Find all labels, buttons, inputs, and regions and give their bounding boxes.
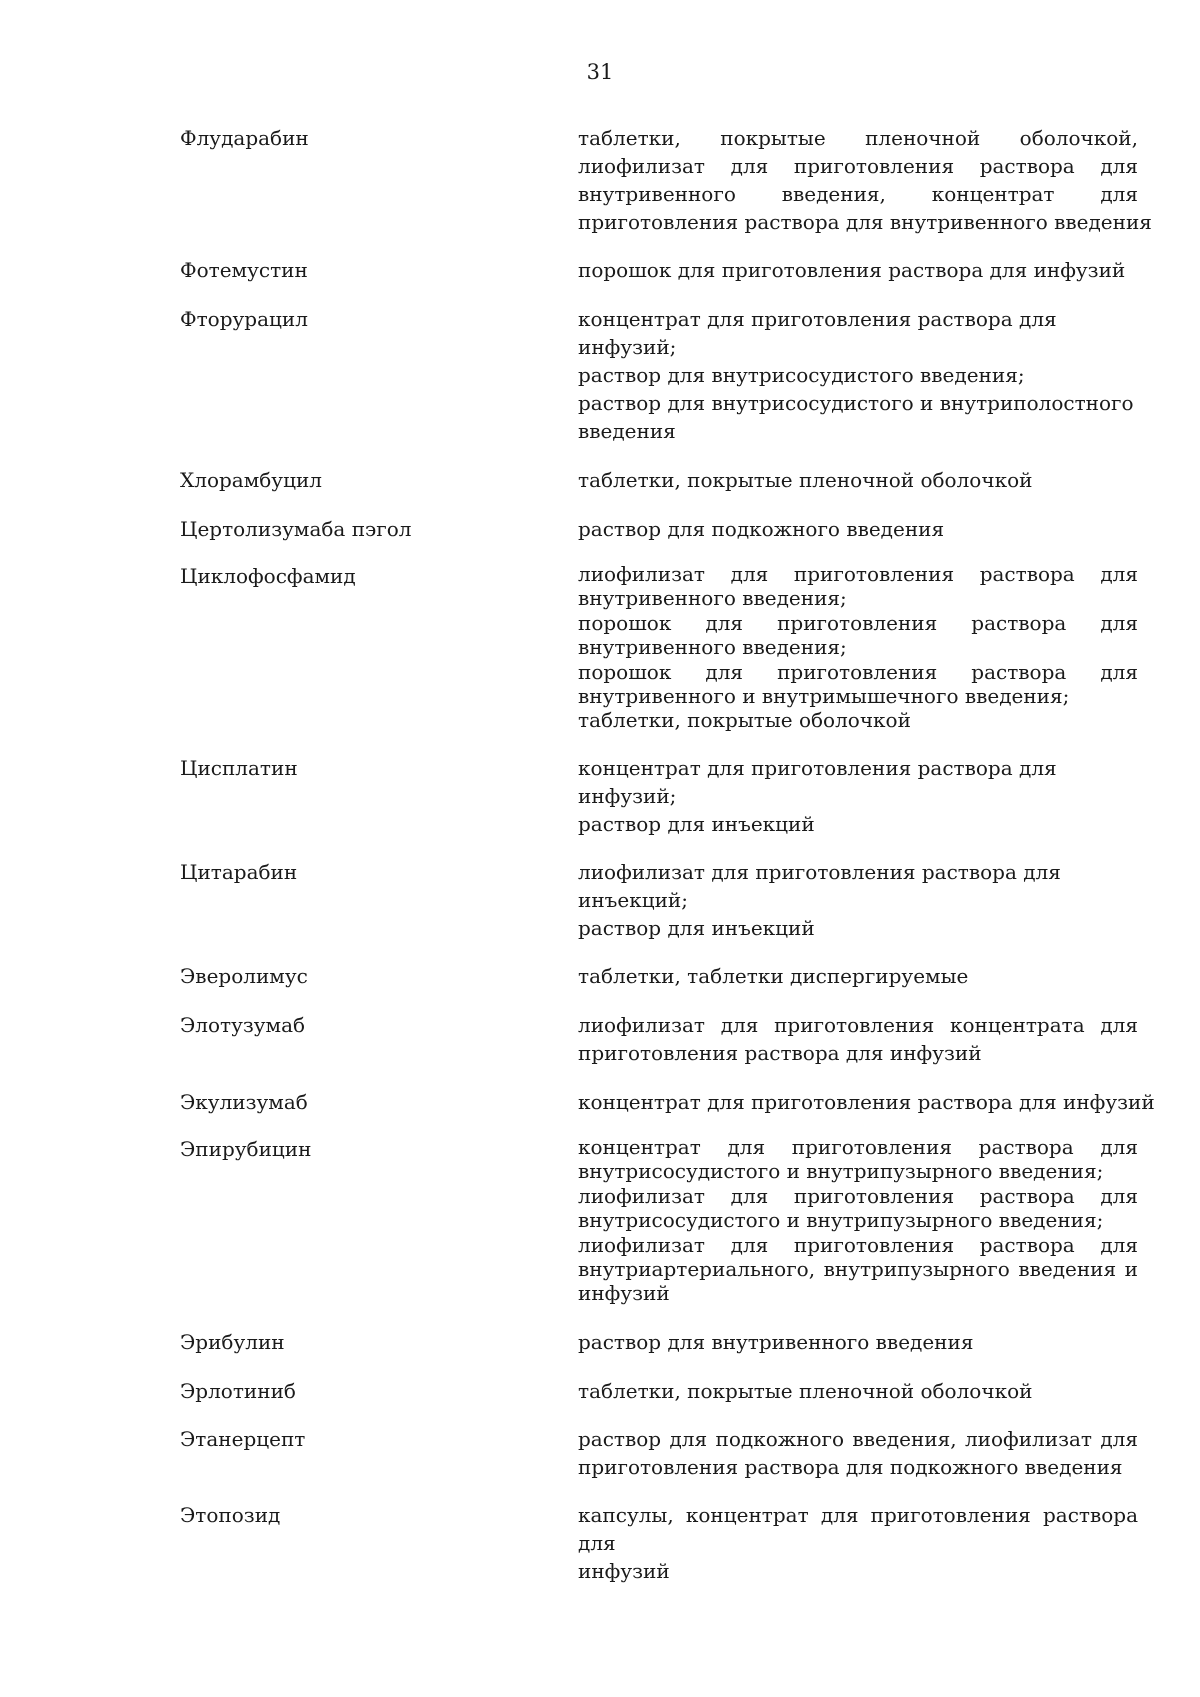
dosage-form-line: концентрат для приготовления раствора для xyxy=(578,1135,1138,1159)
drug-name: Эверолимус xyxy=(180,964,308,988)
dosage-form-line: внутрисосудистого и внутрипузырного введения; xyxy=(578,1159,1104,1184)
dosage-form-line: раствор для внутрисосудистого введения; xyxy=(578,363,1025,387)
dosage-form-line: инфузий xyxy=(578,1559,670,1583)
dosage-forms xyxy=(578,562,1138,733)
dosage-form-line: таблетки, покрытые пленочной оболочкой, xyxy=(578,126,1138,150)
dosage-form-line: раствор для инъекций xyxy=(578,812,815,836)
dosage-form-line: концентрат для приготовления раствора для инфузий xyxy=(578,1090,1155,1114)
dosage-forms xyxy=(578,858,1138,942)
dosage-form-line: лиофилизат для приготовления раствора для xyxy=(578,860,1061,884)
dosage-form-line: лиофилизат для приготовления раствора для xyxy=(578,1183,1138,1208)
dosage-form-line: инфузий xyxy=(578,1281,670,1306)
dosage-form-line: введения xyxy=(578,419,676,443)
drug-name: Этопозид xyxy=(180,1503,281,1527)
dosage-form-line: порошок для приготовления раствора для xyxy=(578,610,1138,635)
drug-name: Эрибулин xyxy=(180,1330,285,1354)
dosage-form-line: приготовления раствора для инфузий xyxy=(578,1041,982,1065)
dosage-form-line: таблетки, таблетки диспергируемые xyxy=(578,964,969,988)
dosage-forms xyxy=(578,754,1138,838)
dosage-form-line: инъекций; xyxy=(578,888,688,912)
drug-name: Цитарабин xyxy=(180,860,298,884)
drug-name: Хлорамбуцил xyxy=(180,468,322,492)
dosage-forms xyxy=(578,256,1138,284)
dosage-form-line: внутриартериального, внутрипузырного введения и xyxy=(578,1257,1138,1282)
dosage-form-line: раствор для внутривенного введения xyxy=(578,1330,974,1354)
drug-name: Флударабин xyxy=(180,126,309,150)
dosage-forms xyxy=(578,1501,1138,1585)
dosage-forms xyxy=(578,305,1138,445)
drug-name: Элотузумаб xyxy=(180,1013,306,1037)
dosage-form-line: концентрат для приготовления раствора для xyxy=(578,756,1057,780)
dosage-forms xyxy=(578,1088,1155,1116)
drug-name: Цисплатин xyxy=(180,756,298,780)
dosage-form-line: лиофилизат для приготовления раствора для xyxy=(578,562,1138,586)
dosage-form-line: таблетки, покрытые пленочной оболочкой xyxy=(578,1379,1033,1403)
dosage-form-line: таблетки, покрытые пленочной оболочкой xyxy=(578,468,1033,492)
dosage-form-line: лиофилизат для приготовления концентрата для xyxy=(578,1013,1138,1037)
dosage-form-line: раствор для подкожного введения, лиофилизат для xyxy=(578,1427,1138,1451)
dosage-forms xyxy=(578,1328,1138,1356)
dosage-forms xyxy=(578,1135,1138,1306)
dosage-form-line: внутривенного и внутримышечного введения; xyxy=(578,684,1070,709)
dosage-form-line: внутривенного введения, концентрат для xyxy=(578,182,1138,206)
drug-name: Эрлотиниб xyxy=(180,1379,296,1403)
dosage-form-line: внутривенного введения; xyxy=(578,635,847,660)
dosage-forms xyxy=(578,1425,1138,1481)
dosage-forms xyxy=(578,1377,1138,1405)
dosage-form-line: приготовления раствора для подкожного введения xyxy=(578,1455,1123,1479)
dosage-form-line: капсулы, концентрат для приготовления раствора для xyxy=(578,1503,1138,1555)
dosage-form-line: приготовления раствора для внутривенного введения xyxy=(578,210,1152,234)
dosage-form-line: инфузий; xyxy=(578,784,677,808)
dosage-forms xyxy=(578,962,1138,990)
drug-name: Экулизумаб xyxy=(180,1090,308,1114)
dosage-forms xyxy=(578,466,1138,494)
dosage-form-line: порошок для приготовления раствора для инфузий xyxy=(578,258,1126,282)
dosage-form-line: раствор для подкожного введения xyxy=(578,517,945,541)
dosage-form-line: лиофилизат для приготовления раствора для xyxy=(578,1232,1138,1257)
dosage-form-line: концентрат для приготовления раствора для xyxy=(578,307,1057,331)
drug-name: Эпирубицин xyxy=(180,1137,312,1161)
dosage-forms xyxy=(578,1011,1138,1067)
drug-name: Фторурацил xyxy=(180,307,308,331)
drug-name: Этанерцепт xyxy=(180,1427,306,1451)
dosage-form-line: таблетки, покрытые оболочкой xyxy=(578,708,911,733)
dosage-forms xyxy=(578,515,1138,543)
dosage-form-line: порошок для приготовления раствора для xyxy=(578,659,1138,684)
drug-name: Цертолизумаба пэгол xyxy=(180,517,412,541)
dosage-form-line: раствор для внутрисосудистого и внутриполостного xyxy=(578,391,1134,415)
page-number: 31 xyxy=(586,60,614,84)
dosage-form-line: инфузий; xyxy=(578,335,677,359)
dosage-form-line: внутрисосудистого и внутрипузырного введения; xyxy=(578,1208,1104,1233)
dosage-forms xyxy=(578,124,1152,236)
drug-name: Циклофосфамид xyxy=(180,564,356,588)
drug-name: Фотемустин xyxy=(180,258,308,282)
dosage-form-line: лиофилизат для приготовления раствора для xyxy=(578,154,1138,178)
dosage-form-line: внутривенного введения; xyxy=(578,586,847,611)
dosage-form-line: раствор для инъекций xyxy=(578,916,815,940)
